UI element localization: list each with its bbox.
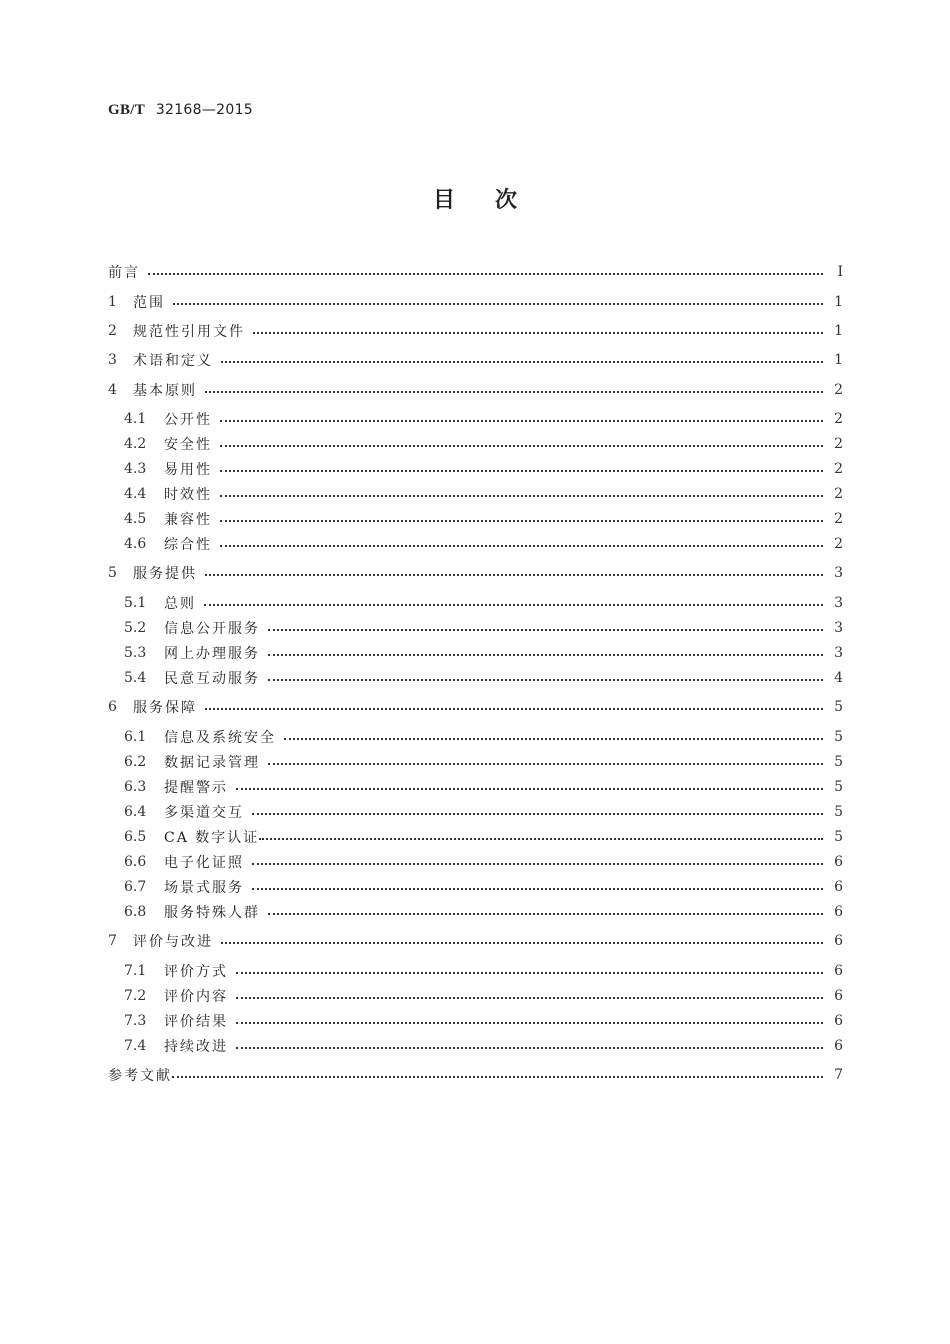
toc-entry[interactable] <box>108 321 843 341</box>
toc-entry-number: 3 <box>108 352 117 368</box>
dot-leader <box>259 838 823 840</box>
dot-leader <box>252 888 823 890</box>
dot-leader <box>173 303 823 305</box>
toc-entry-number: 6.2 <box>124 754 147 770</box>
toc-entry-number: 4.4 <box>124 486 147 502</box>
toc-entry-page-number: 2 <box>834 461 843 477</box>
toc-entry-title: 服务特殊人群 <box>164 905 260 921</box>
toc-entry-title: 评价与改进 <box>133 934 213 950</box>
toc-entry[interactable] <box>124 1011 843 1031</box>
toc-entry[interactable] <box>124 827 843 847</box>
dot-leader <box>205 708 823 710</box>
toc-entry-page-number: 5 <box>834 779 843 795</box>
dot-leader <box>172 1076 823 1078</box>
toc-entry[interactable] <box>124 484 843 504</box>
toc-entry[interactable] <box>108 563 843 583</box>
toc-entry-title: 信息及系统安全 <box>164 730 276 746</box>
toc-entry[interactable] <box>124 434 843 454</box>
toc-entry-page-number: 1 <box>834 352 843 368</box>
toc-entry-page-number: 2 <box>834 486 843 502</box>
toc-entry[interactable] <box>108 262 843 282</box>
toc-entry-number: 5 <box>108 565 117 581</box>
dot-leader <box>252 813 823 815</box>
toc-entry-title: 时效性 <box>164 487 212 503</box>
toc-entry[interactable] <box>124 961 843 981</box>
toc-entry[interactable] <box>124 777 843 797</box>
toc-entry[interactable] <box>124 459 843 479</box>
toc-entry-title: 提醒警示 <box>164 780 228 796</box>
toc-entry-page-number: 4 <box>834 670 843 686</box>
toc-entry-number: 6.3 <box>124 779 147 795</box>
toc-entry-title: 兼容性 <box>164 512 212 528</box>
toc-entry-page-number: 2 <box>834 536 843 552</box>
toc-entry[interactable] <box>124 668 843 688</box>
toc-entry-page-number: 5 <box>834 754 843 770</box>
toc-entry[interactable] <box>108 931 843 951</box>
toc-entry-title: 场景式服务 <box>164 880 244 896</box>
toc-entry-page-number: 6 <box>834 879 843 895</box>
toc-entry-page-number: 1 <box>834 323 843 339</box>
toc-entry-page-number: 6 <box>834 988 843 1004</box>
toc-entry-title: 信息公开服务 <box>164 621 260 637</box>
toc-entry-page-number: 2 <box>834 382 843 398</box>
dot-leader <box>268 913 823 915</box>
toc-entry-page-number: 5 <box>834 829 843 845</box>
toc-entry-number: 6.4 <box>124 804 147 820</box>
toc-entry-title: 综合性 <box>164 537 212 553</box>
toc-entry-page-number: 2 <box>834 411 843 427</box>
dot-leader <box>284 738 823 740</box>
toc-entry-number: 4.1 <box>124 411 147 427</box>
dot-leader <box>268 763 823 765</box>
toc-entry-number: 4.2 <box>124 436 147 452</box>
toc-entry-title: 评价内容 <box>164 989 228 1005</box>
toc-entry-number: 7.4 <box>124 1038 147 1054</box>
toc-entry-page-number: 2 <box>834 436 843 452</box>
standard-code: GB/T <box>108 102 146 118</box>
toc-entry-title: 参考文献 <box>108 1068 172 1084</box>
toc-entry-page-number: 6 <box>834 904 843 920</box>
toc-entry-page-number: 3 <box>834 565 843 581</box>
toc-entry[interactable] <box>124 877 843 897</box>
toc-entry[interactable] <box>108 350 843 370</box>
toc-entry-number: 5.3 <box>124 645 147 661</box>
toc-entry-number: 5.2 <box>124 620 147 636</box>
toc-entry-page-number: 3 <box>834 645 843 661</box>
toc-entry[interactable] <box>124 618 843 638</box>
toc-entry-number: 4 <box>108 382 117 398</box>
toc-entry[interactable] <box>124 1036 843 1056</box>
toc-entry-title: 服务提供 <box>133 566 197 582</box>
toc-entry-title: 公开性 <box>164 412 212 428</box>
toc-entry-page-number: 5 <box>834 699 843 715</box>
toc-entry-page-number: 7 <box>834 1067 843 1083</box>
toc-entry-page-number: 6 <box>834 1038 843 1054</box>
dot-leader <box>220 420 823 422</box>
dot-leader <box>236 788 823 790</box>
toc-entry-number: 7.3 <box>124 1013 147 1029</box>
toc-entry-title: 电子化证照 <box>164 855 244 871</box>
dot-leader <box>268 679 823 681</box>
toc-entry-page-number: Ⅰ <box>837 264 843 280</box>
toc-entry-number: 7.2 <box>124 988 147 1004</box>
toc-entry[interactable] <box>108 292 843 312</box>
toc-entry-title: 数据记录管理 <box>164 755 260 771</box>
toc-entry-page-number: 2 <box>834 511 843 527</box>
toc-entry[interactable] <box>124 593 843 613</box>
toc-entry[interactable] <box>124 643 843 663</box>
toc-entry-number: 4.3 <box>124 461 147 477</box>
toc-entry-number: 6.5 <box>124 829 147 845</box>
toc-entry-page-number: 3 <box>834 595 843 611</box>
toc-entry[interactable] <box>124 409 843 429</box>
dot-leader <box>205 574 823 576</box>
dot-leader <box>220 470 823 472</box>
toc-entry-title: 易用性 <box>164 462 212 478</box>
toc-entry-title: 网上办理服务 <box>164 646 260 662</box>
toc-entry-title: CA 数字认证 <box>164 830 260 846</box>
dot-leader <box>236 1047 823 1049</box>
dot-leader <box>221 942 823 944</box>
dot-leader <box>220 445 823 447</box>
toc-entry-title: 基本原则 <box>133 383 197 399</box>
toc-entry-page-number: 5 <box>834 804 843 820</box>
toc-entry-title: 民意互动服务 <box>164 671 260 687</box>
toc-entry-page-number: 3 <box>834 620 843 636</box>
toc-entry-title: 总则 <box>164 596 196 612</box>
toc-entry-title: 规范性引用文件 <box>133 324 245 340</box>
toc-entry-page-number: 5 <box>834 729 843 745</box>
dot-leader <box>205 391 823 393</box>
dot-leader <box>236 1022 823 1024</box>
toc-entry-number: 6 <box>108 699 117 715</box>
toc-entry-title: 范围 <box>133 295 165 311</box>
dot-leader <box>236 972 823 974</box>
toc-entry[interactable] <box>108 380 843 400</box>
toc-entry[interactable] <box>124 802 843 822</box>
dot-leader <box>220 520 823 522</box>
toc-entry-title: 术语和定义 <box>133 353 213 369</box>
dot-leader <box>268 654 823 656</box>
toc-entry[interactable] <box>108 697 843 717</box>
toc-entry-number: 4.5 <box>124 511 147 527</box>
toc-entry[interactable] <box>124 727 843 747</box>
document-header <box>108 102 253 119</box>
toc-entry-number: 7 <box>108 933 117 949</box>
toc-entry-number: 5.1 <box>124 595 147 611</box>
toc-entry[interactable] <box>124 986 843 1006</box>
toc-entry-number: 7.1 <box>124 963 147 979</box>
toc-entry-page-number: 6 <box>834 933 843 949</box>
toc-entry-number: 5.4 <box>124 670 147 686</box>
dot-leader <box>253 332 823 334</box>
toc-entry-page-number: 6 <box>834 854 843 870</box>
toc-entry-page-number: 6 <box>834 1013 843 1029</box>
toc-entry-number: 2 <box>108 323 117 339</box>
toc-entry-title: 服务保障 <box>133 700 197 716</box>
toc-entry-title: 评价方式 <box>164 964 228 980</box>
toc-entry[interactable] <box>124 902 843 922</box>
toc-entry-title: 多渠道交互 <box>164 805 244 821</box>
toc-entry-page-number: 6 <box>834 963 843 979</box>
standard-number: 32168—2015 <box>155 102 253 118</box>
toc-entry[interactable] <box>124 752 843 772</box>
toc-entry-title: 评价结果 <box>164 1014 228 1030</box>
toc-entry-number: 6.6 <box>124 854 147 870</box>
toc-entry-page-number: 1 <box>834 294 843 310</box>
dot-leader <box>268 629 823 631</box>
toc-entry-title: 前言 <box>108 265 140 281</box>
toc-entry-number: 1 <box>108 294 117 310</box>
dot-leader <box>204 604 823 606</box>
toc-entry[interactable] <box>108 1065 843 1085</box>
toc-entry-number: 6.1 <box>124 729 147 745</box>
dot-leader <box>221 361 823 363</box>
toc-entry-number: 6.7 <box>124 879 147 895</box>
toc-entry[interactable] <box>124 509 843 529</box>
dot-leader <box>220 545 823 547</box>
page-title: 目次 <box>432 188 557 213</box>
toc-entry-number: 6.8 <box>124 904 147 920</box>
dot-leader <box>236 997 823 999</box>
toc-entry-title: 持续改进 <box>164 1039 228 1055</box>
toc-entry-number: 4.6 <box>124 536 147 552</box>
dot-leader <box>220 495 823 497</box>
dot-leader <box>148 273 823 275</box>
toc-entry[interactable] <box>124 852 843 872</box>
toc-entry-title: 安全性 <box>164 437 212 453</box>
dot-leader <box>252 863 823 865</box>
toc-entry[interactable] <box>124 534 843 554</box>
